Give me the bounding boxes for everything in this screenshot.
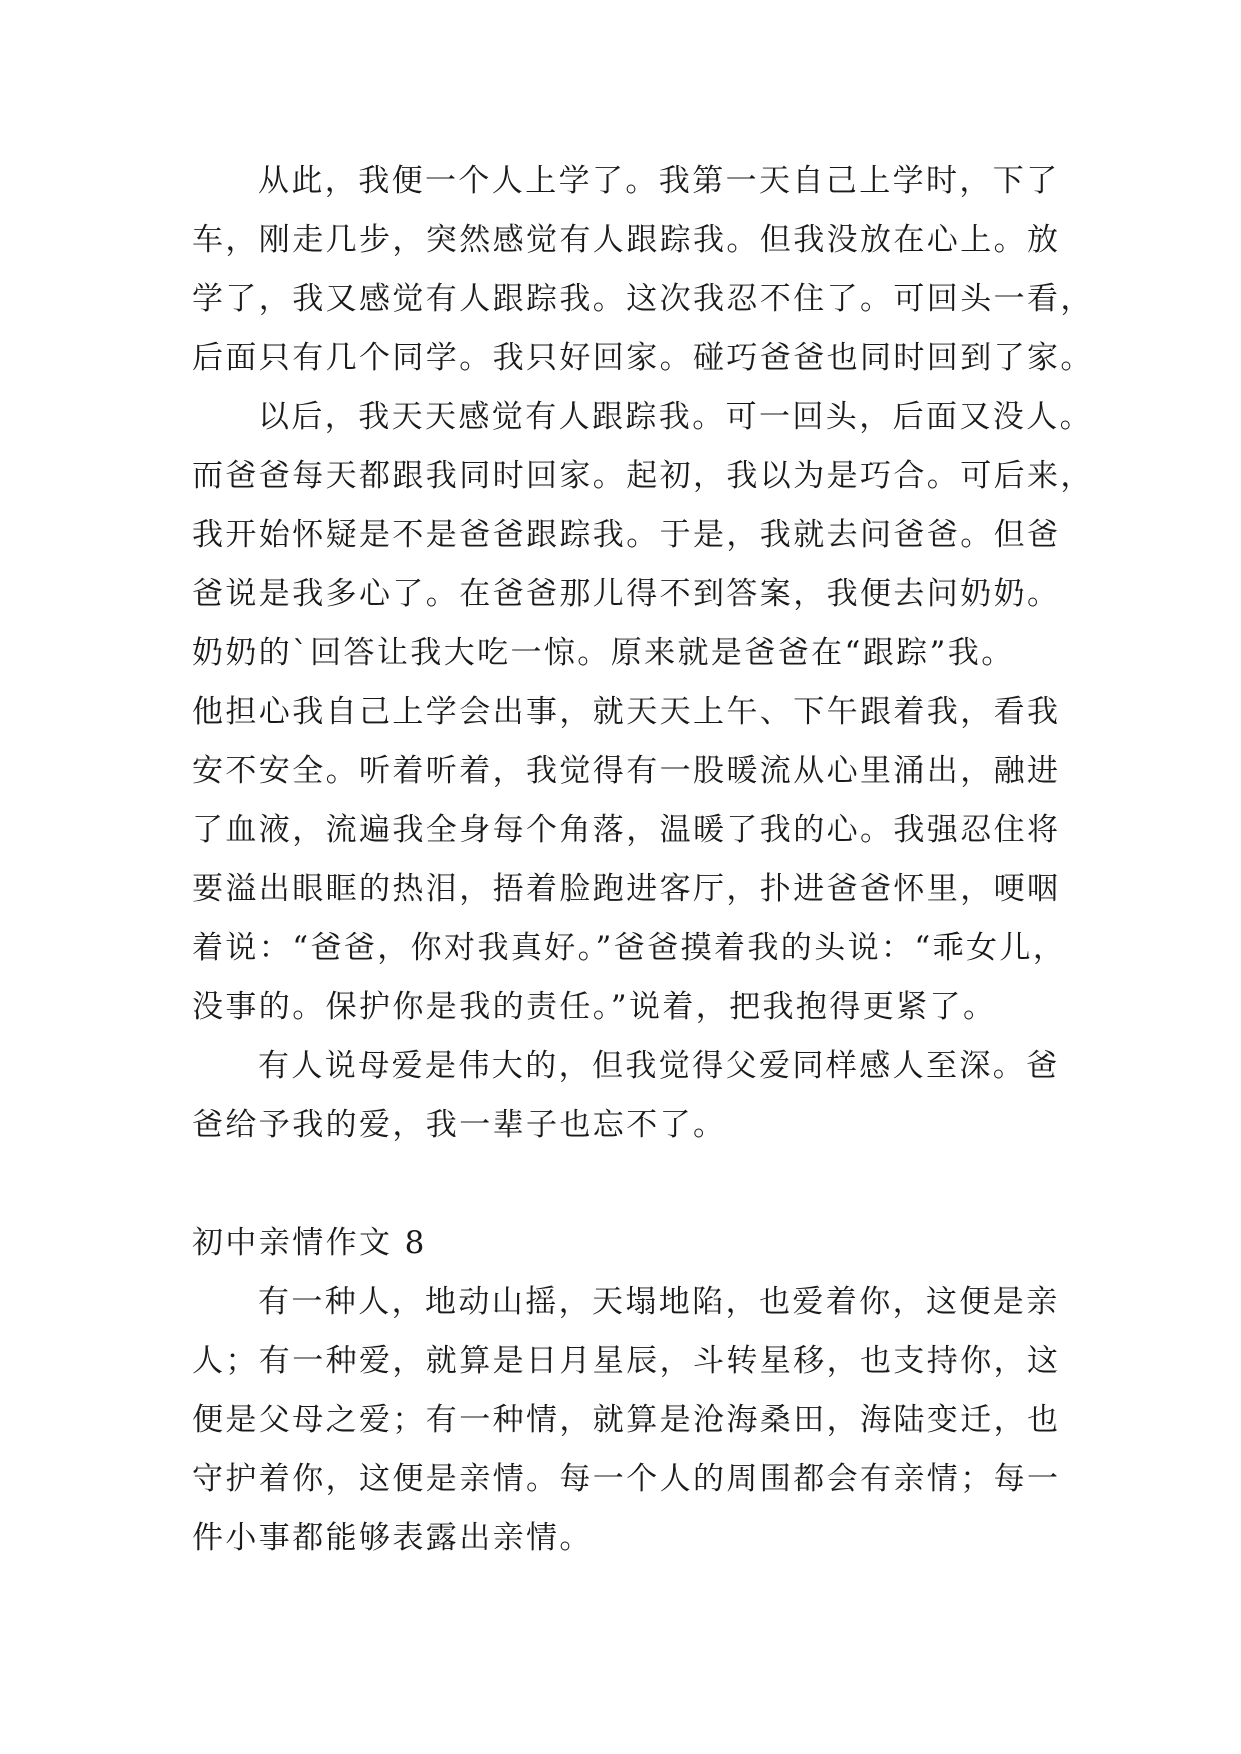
text-line: 爸说是我多心了。在爸爸那儿得不到答案，我便去问奶奶。 — [192, 576, 1061, 612]
text-line: 奶奶的`回答让我大吃一惊。原来就是爸爸在“跟踪”我。 — [192, 635, 1015, 671]
paragraph-2 — [192, 388, 1094, 1037]
text-line: 要溢出眼眶的热泪，捂着脸跑进客厅，扑进爸爸怀里，哽咽 — [192, 871, 1061, 907]
text-line: 了血液，流遍我全身每个角落，温暖了我的心。我强忍住将 — [192, 812, 1061, 848]
text-line: 守护着你，这便是亲情。每一个人的周围都会有亲情；每一 — [192, 1461, 1061, 1497]
paragraph-3 — [192, 1037, 1060, 1155]
text-line: 爸给予我的爱，我一辈子也忘不了。 — [192, 1107, 727, 1143]
text-line: 我开始怀疑是不是爸爸跟踪我。于是，我就去问爸爸。但爸 — [192, 517, 1061, 553]
text-line: 着说：“爸爸，你对我真好。”爸爸摸着我的头说：“乖女儿， — [192, 930, 1067, 966]
text-line: 车，刚走几步，突然感觉有人跟踪我。但我没放在心上。放 — [192, 222, 1061, 258]
blank-line — [192, 1155, 1047, 1214]
text-line: 他担心我自己上学会出事，就天天上午、下午跟着我，看我 — [192, 694, 1061, 730]
text-line: 人；有一种爱，就算是日月星辰，斗转星移，也支持你，这 — [192, 1343, 1061, 1379]
text-line: 从此，我便一个人上学了。我第一天自己上学时，下了 — [258, 163, 1060, 199]
paragraph-1 — [192, 152, 1094, 388]
text-line: 以后，我天天感觉有人跟踪我。可一回头，后面又没人。 — [258, 399, 1093, 435]
text-line: 件小事都能够表露出亲情。 — [192, 1520, 593, 1556]
text-line: 学了，我又感觉有人跟踪我。这次我忍不住了。可回头一看， — [192, 281, 1094, 317]
text-line: 便是父母之爱；有一种情，就算是沧海桑田，海陆变迁，也 — [192, 1402, 1061, 1438]
text-line: 安不安全。听着听着，我觉得有一股暖流从心里涌出，融进 — [192, 753, 1061, 789]
paragraph-4 — [192, 1273, 1061, 1568]
text-line: 有一种人，地动山摇，天塌地陷，也爱着你，这便是亲 — [258, 1284, 1060, 1320]
text-line: 没事的。保护你是我的责任。”说着，把我抱得更紧了。 — [192, 989, 997, 1025]
text-line: 而爸爸每天都跟我同时回家。起初，我以为是巧合。可后来， — [192, 458, 1094, 494]
text-line: 有人说母爱是伟大的，但我觉得父爱同样感人至深。爸 — [258, 1048, 1060, 1084]
document-body — [192, 152, 1094, 1568]
section-title: 初中亲情作文 8 — [192, 1225, 427, 1261]
text-line: 后面只有几个同学。我只好回家。碰巧爸爸也同时回到了家。 — [192, 340, 1094, 376]
